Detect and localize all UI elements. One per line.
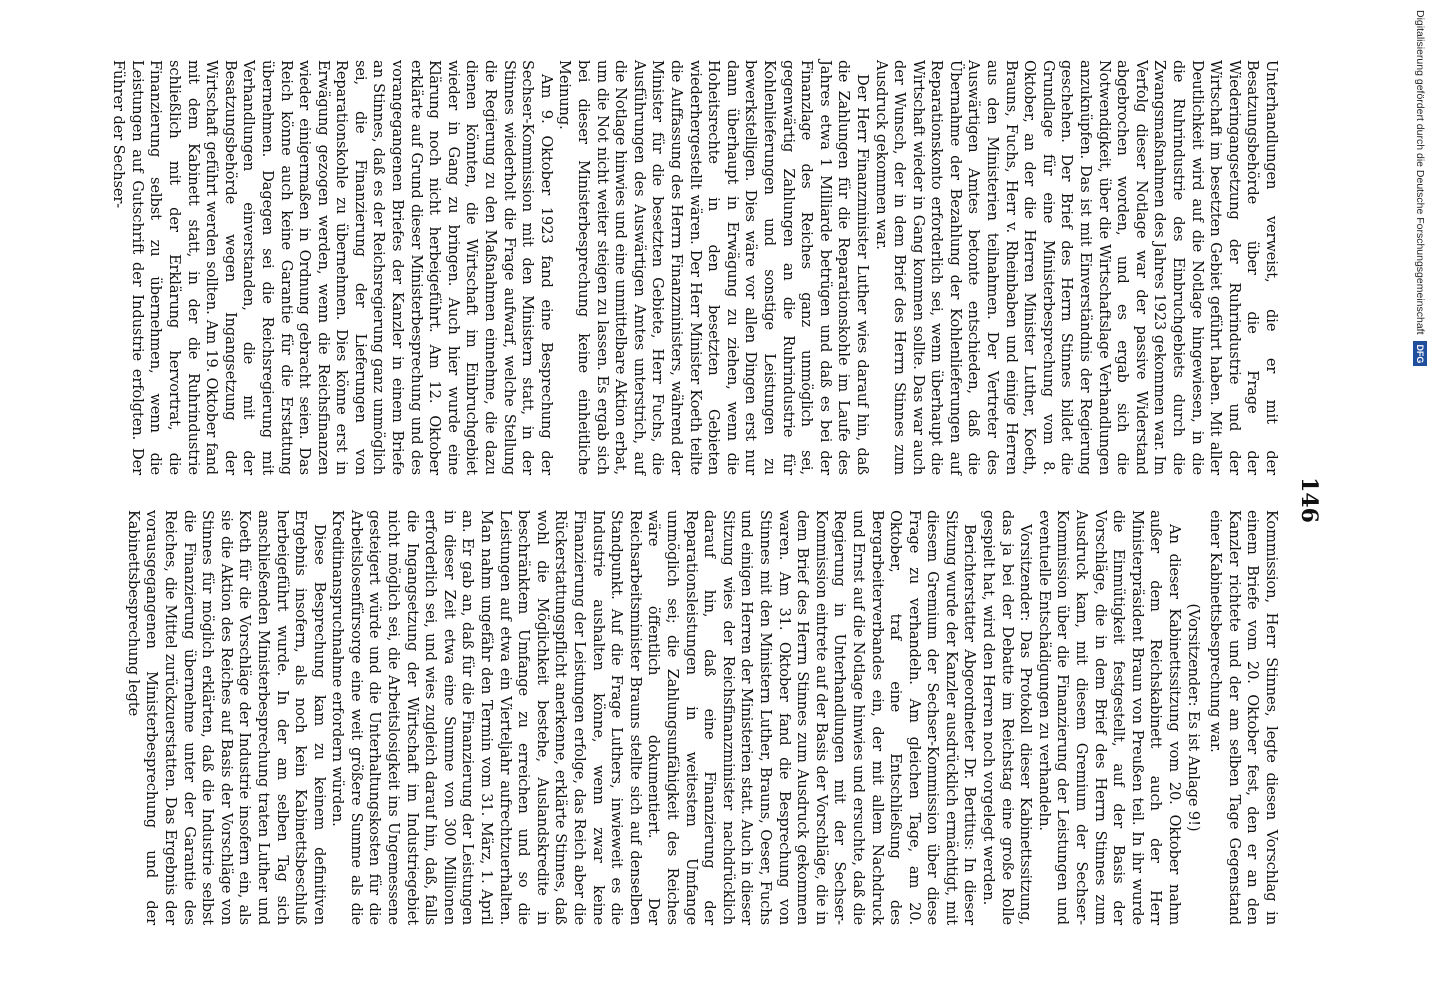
paragraph: Vorsitzender: Das Protokoll dieser Kabinettssitzung, das ja bei der Debatte im Reichstag eine große Rolle gespielt hat, wird den Herren noch vorgelegt werden. (980, 510, 1035, 925)
paragraph: Der Herr Finanzminister Luther wies darauf hin, daß die Zahlungen für die Reparationskohle im Laufe des Jahres etwa 1 Milliarde betrügen und daß es bei der Finanzlage des Reiches ganz unmöglich sei, gegenwärtig Zahlungen an die Ruhrindustrie für Kohlenlieferungen und sonstige Leistungen zu bewerkstelligen. Dies wäre vor allen Dingen erst nur dann überhaupt in Erwägung zu ziehen, wenn die Hoheitsrechte in den besetzten Gebieten wiederhergestellt wären. Der Herr Minister Koeth teilte die Auffassung des Herrn Finanzministers, während der Minister für die besetzten Gebiete, Herr Fuchs, die Ausführungen des Auswärtigen Amtes unterstrich, auf die Notlage hinwies und eine unmittelbare Aktion erbat, um die Not nicht weiter steigen zu lassen. Es ergab sich bei dieser Ministerbesprechung keine einheitliche Meinung. (556, 60, 871, 475)
digitization-text: Digitalisierung gefördert durch die Deutsche Forschungsgemeinschaft (1414, 10, 1426, 335)
paragraph: (Vorsitzender: Es ist Anlage 9!) (1184, 603, 1202, 832)
paragraph: Berichterstatter Abgeordneter Dr. Bertitus: In dieser Sitzung wurde der Kanzler ausdrücklich ermächtigt, mit diesem Gremium der Sechser-Kommission über diese Frage zu verhandeln. Am gleichen Tage, am 20. Oktober, traf eine Entschließung des Bergarbeiterverbandes ein, der mit allem Nachdruck und Ernst auf die Notlage hinwies und ersuchte, daß die Regierung in Unterhandlungen mit der Sechser-Kommission eintrete auf der Basis der Vorschläge, die in dem Brief des Herrn Stinnes zum Ausdruck gekommen waren. Am 31. Oktober fand die Besprechung von Stinnes mit den Ministern Luther, Brauns, Oeser, Fuchs und einigen Herren der Ministerien statt. Auch in dieser Sitzung wies der Reichsfinanzminister nachdrücklich darauf hin, daß eine Finanzierung der Reparationsleistungen in weitestem Umfange unmöglich sei; die Zahlungsunfähigkeit des Reiches wäre öffentlich dokumentiert. Der Reichsarbeitsminister Brauns stellte sich auf denselben Standpunkt. Auf die Frage Luthers, inwieweit es die Industrie aushalten könne, wenn zwar keine Finanzierung der Leistungen erfolge, das Reich aber die Rückerstattungspflicht anerkenne, erklärte Stinnes, daß wohl die Möglichkeit bestehe, Auslandskredite in beschränktem Umfange zu erreichen und so die Leistungen auf etwa ein Vierteljahr aufrechtzuerhalten. Man nahm ungefähr den Termin vom 31. März, 1. April an. Er gab an, daß für die Finanzierung der Leistungen in dieser Zeit etwa eine Summe von 300 Millionen erforderlich sei, und wies zugleich darauf hin, daß, falls die Ingangsetzung der Wirtschaft im Industriegebiet nicht möglich sei, die Arbeitslosigkeit ins Ungemessene gesteigert würde und die Unterhaltungskosten für die Arbeitslosenfürsorge eine weit größere Summe als die Kreditinanspruchnahme erfordern würden. (329, 510, 979, 925)
left-text-column (110, 60, 1280, 475)
paragraph: Kommission, Herr Stinnes, legte diesen Vorschlag in einem Briefe vom 20. Oktober fest, den er an den Kanzler richtete und der am selben Tage Gegenstand einer Kabinettsbesprechung war. (1207, 510, 1280, 925)
paragraph: Am 9. Oktober 1923 fand eine Besprechung der Sechser-Kommission mit den Ministern statt, in der Stinnes wiederholt die Frage aufwarf, welche Stellung die Regierung zu den Maßnahmen einnehme, die dazu dienen könnten, die Wirtschaft im Einbruchgebiet wieder in Gang zu bringen. Auch hier wurde eine Klärung noch nicht herbeigeführt. Am 12. Oktober erklärte auf Grund dieser Ministerbesprechung und des vorangegangenen Briefes der Kanzler in einem Briefe an Stinnes, daß es der Reichsregierung ganz unmöglich sei, die Finanzierung der Lieferungen von Reparationskohle zu übernehmen. Dies könne erst in Erwägung gezogen werden, wenn die Reichsfinanzen wieder einigermaßen in Ordnung gebracht seien. Das Reich könne auch keine Garantie für die Erstattung übernehmen. Dagegen sei die Reichsregierung mit Verhandlungen einverstanden, die mit der Besatzungsbehörde wegen Ingangsetzung der Wirtschaft geführt werden sollten. Am 19. Oktober fand mit dem Kabinett statt, in der die Ruhrindustrie schließlich mit der Erklärung hervortrat, die Finanzierung selbst zu übernehmen, wenn die Leistungen auf Gutschrift der Industrie erfolgten. Der Führer der Sechser- (110, 60, 555, 475)
paragraph: Diese Besprechung kam zu keinem definitiven Ergebnis insofern, als noch kein Kabinettsbeschluß herbeigeführt wurde. In der am selben Tag sich anschließenden Ministerbesprechung traten Luther und Koeth für die Vorschläge der Industrie insofern ein, als sie die Aktion des Reiches auf Basis der Vorschläge von Stinnes für möglich erklärten, daß die Industrie selbst die Finanzierung übernehme unter der Garantie des Reiches, die Mittel zurückzuerstatten. Das Ergebnis der vorausgegangenen Ministerbesprechung und der Kabinettsbesprechung legte (124, 510, 328, 925)
paragraph: An dieser Kabinettssitzung vom 20. Oktober nahm außer dem Reichskabinett auch der Herr Ministerpräsident Braun von Preußen teil. In ihr wurde die Einmütigkeit festgestellt, auf der Basis der Vorschläge, die in dem Brief des Herrn Stinnes zum Ausdruck kam, mit diesem Gremium der Sechser-Kommission über die Finanzierung der Leistungen und eventuelle Entschädigungen zu verhandeln. (1035, 510, 1184, 925)
page-number: 146 (1296, 477, 1322, 523)
dfg-logo: DFG (1413, 341, 1427, 366)
rotated-document-page (88, 60, 1328, 940)
digitization-notice (1413, 10, 1427, 770)
right-text-column (120, 510, 1280, 925)
paragraph: Unterhandlungen verweist, die er mit der Besatzungsbehörde über die Frage der Wiederingangsetzung der Ruhrindustrie und der Wirtschaft im besetzten Gebiet geführt haben. Mit aller Deutlichkeit wird auf die Notlage hingewiesen, in die die Ruhrindustrie des Einbruchgebiets durch die Zwangsmaßnahmen des Jahres 1923 gekommen war. Im Verfolg dieser Notlage war der passive Widerstand abgebrochen worden, und es ergab sich die Notwendigkeit, über die Wirtschaftslage Verhandlungen anzuknüpfen. Das ist mit Einverständnis der Regierung geschehen. Der Brief des Herrn Stinnes bildet die Grundlage für eine Ministerbesprechung vom 8. Oktober, an der die Herren Minister Luther, Koeth, Brauns, Fuchs, Herr v. Rheinbaben und einige Herren aus den Ministerien teilnahmen. Der Vertreter des Auswärtigen Amtes betonte entschieden, daß die Übernahme der Bezahlung der Kohlenlieferungen auf Reparationskonto erforderlich sei, wenn überhaupt die Wirtschaft wieder in Gang kommen sollte. Das war auch der Wunsch, der in dem Brief des Herrn Stinnes zum Ausdruck gekommen war. (872, 60, 1280, 475)
